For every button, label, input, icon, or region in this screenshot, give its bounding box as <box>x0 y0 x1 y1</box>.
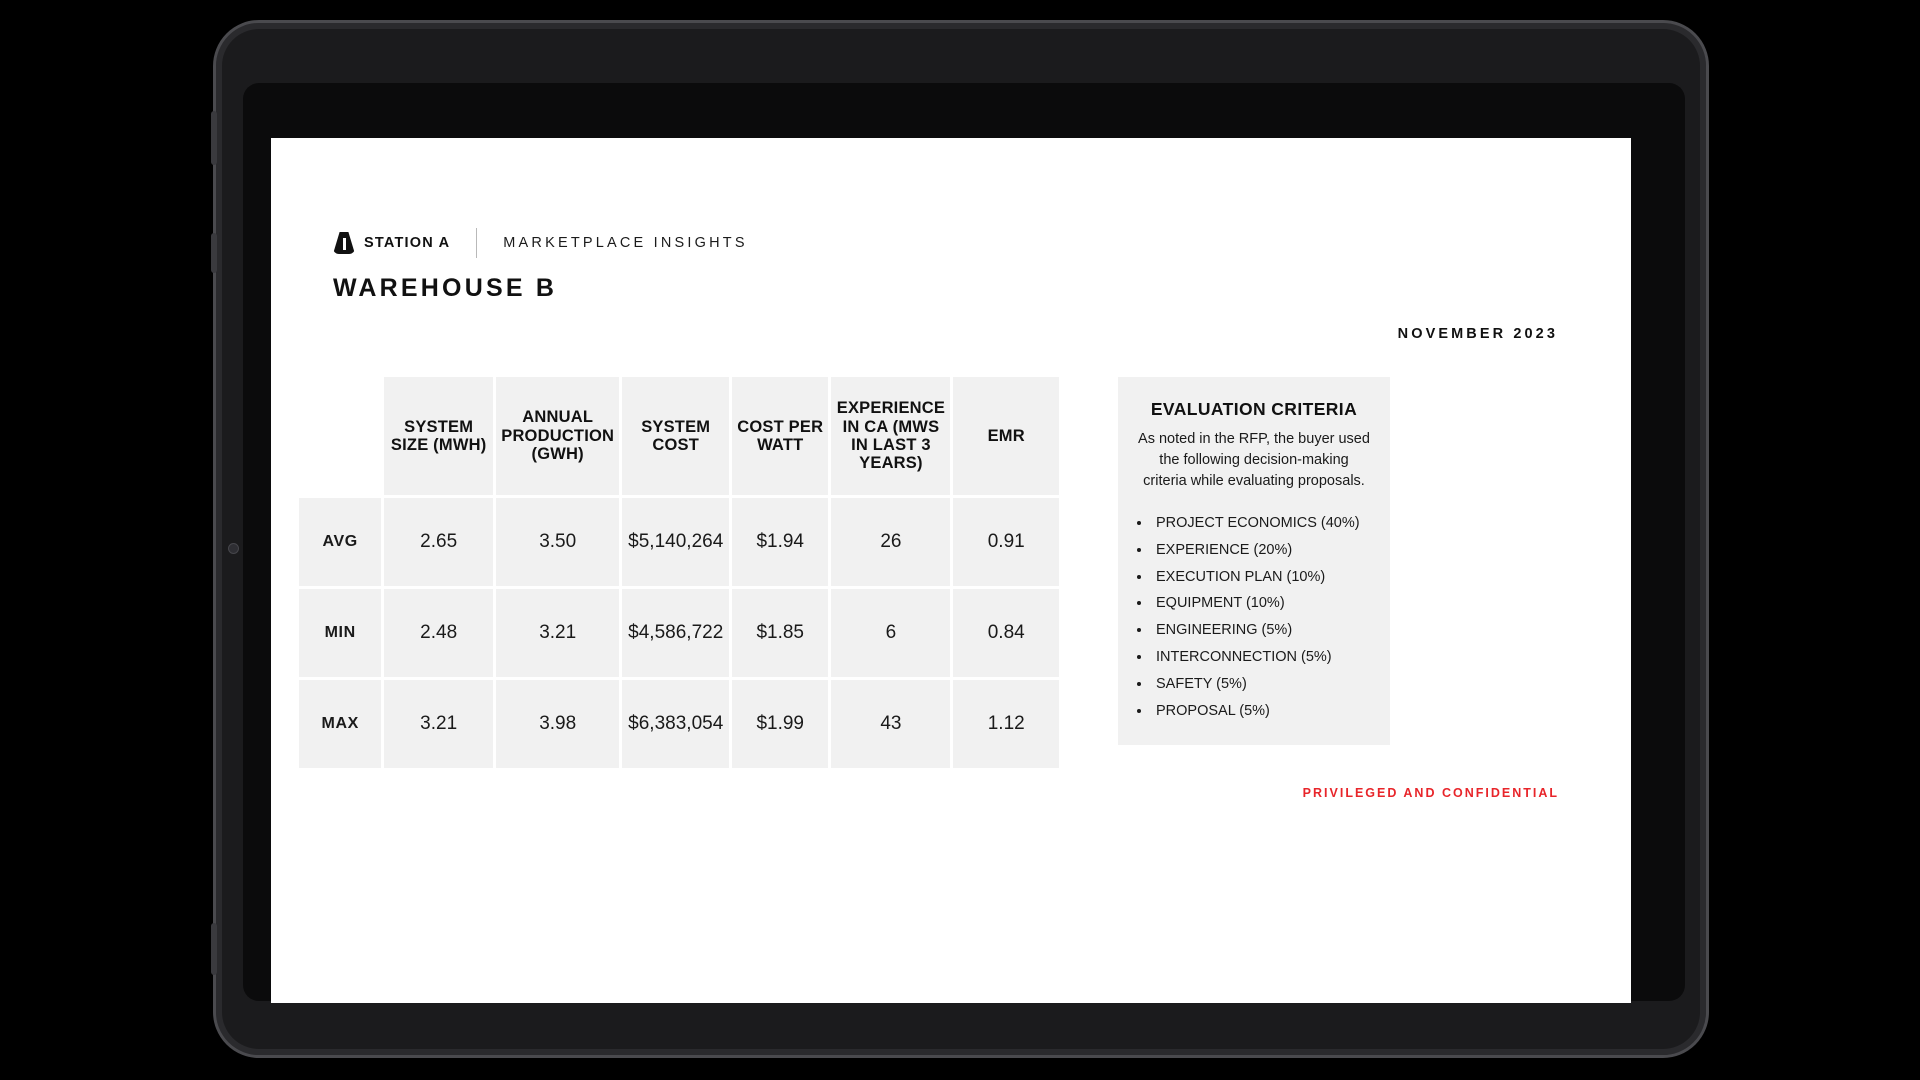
station-a-logo-icon <box>333 232 355 254</box>
cell-min-system-size: 2.48 <box>384 589 493 677</box>
table-header-row <box>299 377 1059 495</box>
presentation-slide <box>271 138 1631 1003</box>
table-corner-cell <box>299 377 381 495</box>
cell-max-cost-per-watt: $1.99 <box>732 680 828 768</box>
column-header-annual-production: ANNUAL PRODUCTION (GWH) <box>496 377 620 495</box>
criteria-description: As noted in the RFP, the buyer used the following decision-making criteria while evaluating proposals. <box>1138 431 1370 490</box>
cell-avg-system-cost: $5,140,264 <box>622 498 729 586</box>
column-header-system-size: SYSTEM SIZE (MWH) <box>384 377 493 495</box>
cell-max-annual-production: 3.98 <box>496 680 620 768</box>
header-divider <box>476 228 477 258</box>
row-label-max: MAX <box>299 680 381 768</box>
page-title: WAREHOUSE B <box>333 274 558 302</box>
cell-min-annual-production: 3.21 <box>496 589 620 677</box>
list-item: • EQUIPMENT (10%) <box>1152 590 1372 617</box>
volume-down-button[interactable] <box>211 923 217 975</box>
list-item: • EXPERIENCE (20%) <box>1152 537 1372 564</box>
brand-name: STATION A <box>364 235 451 251</box>
list-item: • PROJECT ECONOMICS (40%) <box>1152 510 1372 537</box>
cell-avg-system-size: 2.65 <box>384 498 493 586</box>
table-row <box>299 589 1059 677</box>
row-label-avg: AVG <box>299 498 381 586</box>
cell-max-system-cost: $6,383,054 <box>622 680 729 768</box>
column-header-emr: EMR <box>953 377 1059 495</box>
column-header-experience-in-ca: EXPERIENCE IN CA (MWS IN LAST 3 YEARS) <box>831 377 950 495</box>
table-row <box>299 680 1059 768</box>
criteria-title: EVALUATION CRITERIA <box>1150 399 1358 419</box>
metrics-table <box>296 374 1062 771</box>
brand-header <box>333 228 748 258</box>
criteria-list <box>1152 510 1372 725</box>
cell-min-cost-per-watt: $1.85 <box>732 589 828 677</box>
list-item: • EXECUTION PLAN (10%) <box>1152 564 1372 591</box>
camera-icon <box>228 543 239 554</box>
evaluation-criteria-panel <box>1118 377 1390 745</box>
power-button[interactable] <box>211 111 217 165</box>
cell-min-experience: 6 <box>831 589 950 677</box>
cell-max-experience: 43 <box>831 680 950 768</box>
brand-subtitle: MARKETPLACE INSIGHTS <box>503 235 748 251</box>
cell-max-emr: 1.12 <box>953 680 1059 768</box>
confidential-notice: PRIVILEGED AND CONFIDENTIAL <box>1302 786 1559 800</box>
cell-avg-annual-production: 3.50 <box>496 498 620 586</box>
cell-avg-experience: 26 <box>831 498 950 586</box>
tablet-screen-bezel <box>243 83 1685 1001</box>
volume-up-button[interactable] <box>211 233 217 273</box>
slide-date: NOVEMBER 2023 <box>1397 326 1558 342</box>
list-item: • ENGINEERING (5%) <box>1152 617 1372 644</box>
row-label-min: MIN <box>299 589 381 677</box>
cell-avg-cost-per-watt: $1.94 <box>732 498 828 586</box>
cell-min-emr: 0.84 <box>953 589 1059 677</box>
cell-min-system-cost: $4,586,722 <box>622 589 729 677</box>
list-item: • SAFETY (5%) <box>1152 671 1372 698</box>
cell-avg-emr: 0.91 <box>953 498 1059 586</box>
tablet-device-frame <box>213 20 1709 1058</box>
list-item: • INTERCONNECTION (5%) <box>1152 644 1372 671</box>
table-row <box>299 498 1059 586</box>
column-header-system-cost: SYSTEM COST <box>622 377 729 495</box>
cell-max-system-size: 3.21 <box>384 680 493 768</box>
list-item: • PROPOSAL (5%) <box>1152 698 1372 725</box>
column-header-cost-per-watt: COST PER WATT <box>732 377 828 495</box>
